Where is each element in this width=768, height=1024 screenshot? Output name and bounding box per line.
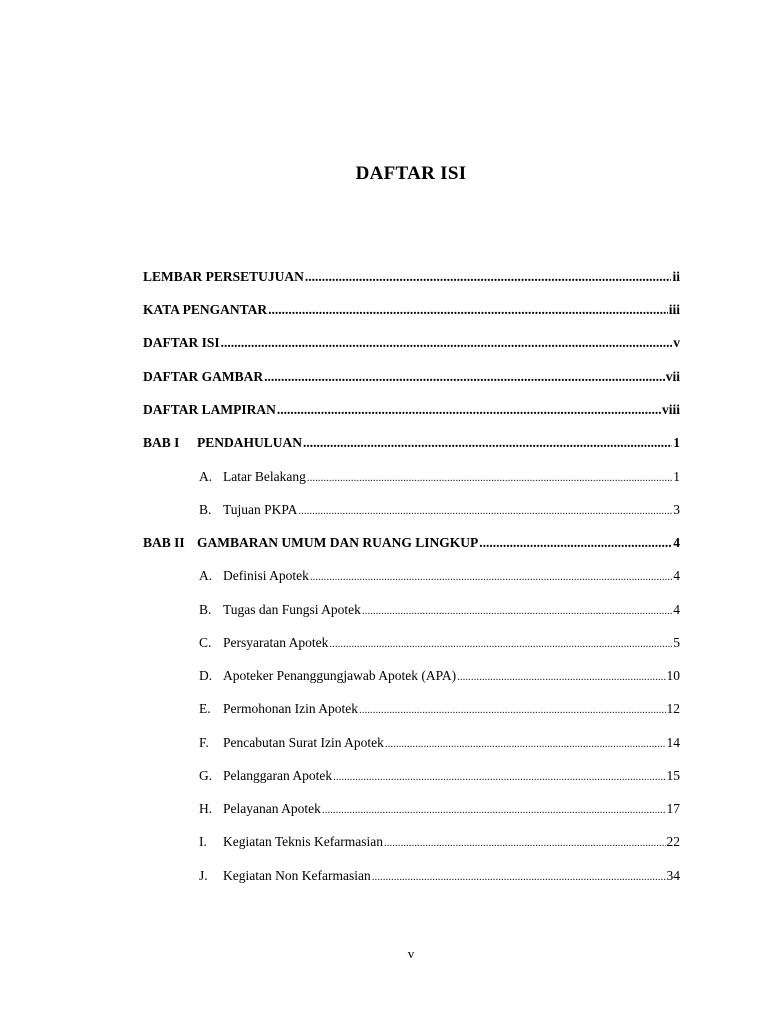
toc-entry-label: Pelayanan Apotek — [223, 801, 321, 816]
toc-entry-letter: E. — [199, 701, 211, 716]
toc-entry-label: KATA PENGANTAR — [143, 302, 268, 317]
toc-entry-chapter-number: BAB II — [143, 535, 185, 550]
toc-entry-page: 3 — [673, 502, 680, 517]
toc-leader-dots — [359, 700, 666, 719]
toc-entry-page: iii — [668, 302, 680, 317]
toc-leader-dots — [277, 400, 661, 420]
toc-entry-daftar-lampiran[interactable] — [143, 400, 680, 420]
toc-leader-dots — [333, 767, 665, 786]
toc-entry-label: LEMBAR PERSETUJUAN — [143, 269, 304, 284]
toc-entry-tugas-fungsi[interactable] — [199, 600, 680, 620]
toc-entry-page: 4 — [673, 602, 680, 617]
toc-entry-permohonan-izin[interactable] — [199, 699, 680, 719]
toc-entry-letter: A. — [199, 568, 213, 583]
toc-entry-page: viii — [661, 402, 680, 417]
toc-entry-label: Kegiatan Non Kefarmasian — [223, 868, 371, 883]
toc-leader-dots — [305, 267, 672, 287]
toc-entry-page: 34 — [666, 868, 680, 883]
toc-entry-page: 4 — [673, 568, 680, 583]
toc-entry-page: 10 — [666, 668, 680, 683]
toc-entry-letter: F. — [199, 735, 209, 750]
toc-entry-page: 5 — [673, 635, 680, 650]
toc-entry-label: PENDAHULUAN — [197, 435, 303, 450]
toc-entry-letter: B. — [199, 502, 212, 517]
toc-entry-label: Apoteker Penanggungjawab Apotek (APA) — [223, 668, 457, 683]
toc-leader-dots — [362, 601, 672, 620]
toc-entry-label: Tujuan PKPA — [223, 502, 298, 517]
toc-leader-dots — [322, 800, 666, 819]
toc-leader-dots — [329, 634, 672, 653]
toc-entry-pelanggaran[interactable] — [199, 766, 680, 786]
toc-leader-dots — [268, 300, 668, 320]
toc-entry-page: 12 — [666, 701, 680, 716]
toc-leader-dots — [303, 433, 672, 453]
toc-entry-letter: A. — [199, 469, 213, 484]
toc-entry-page: ii — [672, 269, 680, 284]
toc-entry-page: 22 — [666, 834, 680, 849]
toc-entry-label: DAFTAR LAMPIRAN — [143, 402, 276, 417]
toc-entry-kata-pengantar[interactable] — [143, 300, 680, 320]
toc-entry-letter: G. — [199, 768, 213, 783]
toc-entry-page: vii — [665, 369, 680, 384]
toc-leader-dots — [457, 667, 665, 686]
toc-leader-dots — [221, 333, 673, 353]
toc-entry-pelayanan[interactable] — [199, 799, 680, 819]
toc-entry-lembar-persetujuan[interactable] — [143, 267, 680, 287]
toc-entry-kegiatan-teknis[interactable] — [199, 832, 680, 852]
toc-entry-letter: C. — [199, 635, 212, 650]
toc-entry-label: Pelanggaran Apotek — [223, 768, 333, 783]
toc-entry-page: 4 — [673, 535, 680, 550]
toc-entry-letter: B. — [199, 602, 212, 617]
toc-entry-apoteker-apa[interactable] — [199, 666, 680, 686]
toc-leader-dots — [298, 501, 672, 520]
toc-entry-tujuan-pkpa[interactable] — [199, 500, 680, 520]
toc-entry-label: Persyaratan Apotek — [223, 635, 329, 650]
toc-entry-definisi-apotek[interactable] — [199, 566, 680, 586]
toc-entry-pencabutan-izin[interactable] — [199, 733, 680, 753]
toc-leader-dots — [384, 833, 666, 852]
toc-entry-page: 17 — [666, 801, 680, 816]
toc-leader-dots — [264, 367, 665, 387]
toc-entry-daftar-isi[interactable] — [143, 333, 680, 353]
toc-entry-latar-belakang[interactable] — [199, 467, 680, 487]
toc-leader-dots — [385, 734, 666, 753]
toc-entry-label: Permohonan Izin Apotek — [223, 701, 358, 716]
toc-entry-letter: J. — [199, 868, 208, 883]
toc-entry-persyaratan[interactable] — [199, 633, 680, 653]
toc-entry-label: Tugas dan Fungsi Apotek — [223, 602, 361, 617]
toc-entry-chapter-number: BAB I — [143, 435, 180, 450]
toc-entry-page: 1 — [673, 435, 680, 450]
toc-entry-page: 15 — [666, 768, 680, 783]
toc-entry-label: Latar Belakang — [223, 469, 306, 484]
toc-entry-letter: D. — [199, 668, 213, 683]
toc-entry-letter: I. — [199, 834, 207, 849]
toc-entry-label: Pencabutan Surat Izin Apotek — [223, 735, 384, 750]
page-title: DAFTAR ISI — [355, 163, 467, 184]
page-number-footer: v — [407, 946, 415, 961]
toc-entry-daftar-gambar[interactable] — [143, 367, 680, 387]
toc-entry-bab-2[interactable] — [143, 533, 680, 553]
toc-entry-label: DAFTAR ISI — [143, 335, 220, 350]
toc-entry-page: 14 — [666, 735, 680, 750]
toc-entry-label: DAFTAR GAMBAR — [143, 369, 264, 384]
toc-leader-dots — [479, 533, 672, 553]
toc-entry-letter: H. — [199, 801, 213, 816]
toc-entry-label: GAMBARAN UMUM DAN RUANG LINGKUP — [197, 535, 479, 550]
toc-entry-page: 1 — [673, 469, 680, 484]
toc-entry-label: Definisi Apotek — [223, 568, 309, 583]
toc-leader-dots — [307, 468, 672, 487]
toc-entry-kegiatan-non[interactable] — [199, 866, 680, 886]
toc-leader-dots — [372, 867, 666, 886]
toc-entry-bab-1[interactable] — [143, 433, 680, 453]
toc-leader-dots — [310, 567, 672, 586]
toc-entry-label: Kegiatan Teknis Kefarmasian — [223, 834, 383, 849]
toc-entry-page: v — [673, 335, 680, 350]
